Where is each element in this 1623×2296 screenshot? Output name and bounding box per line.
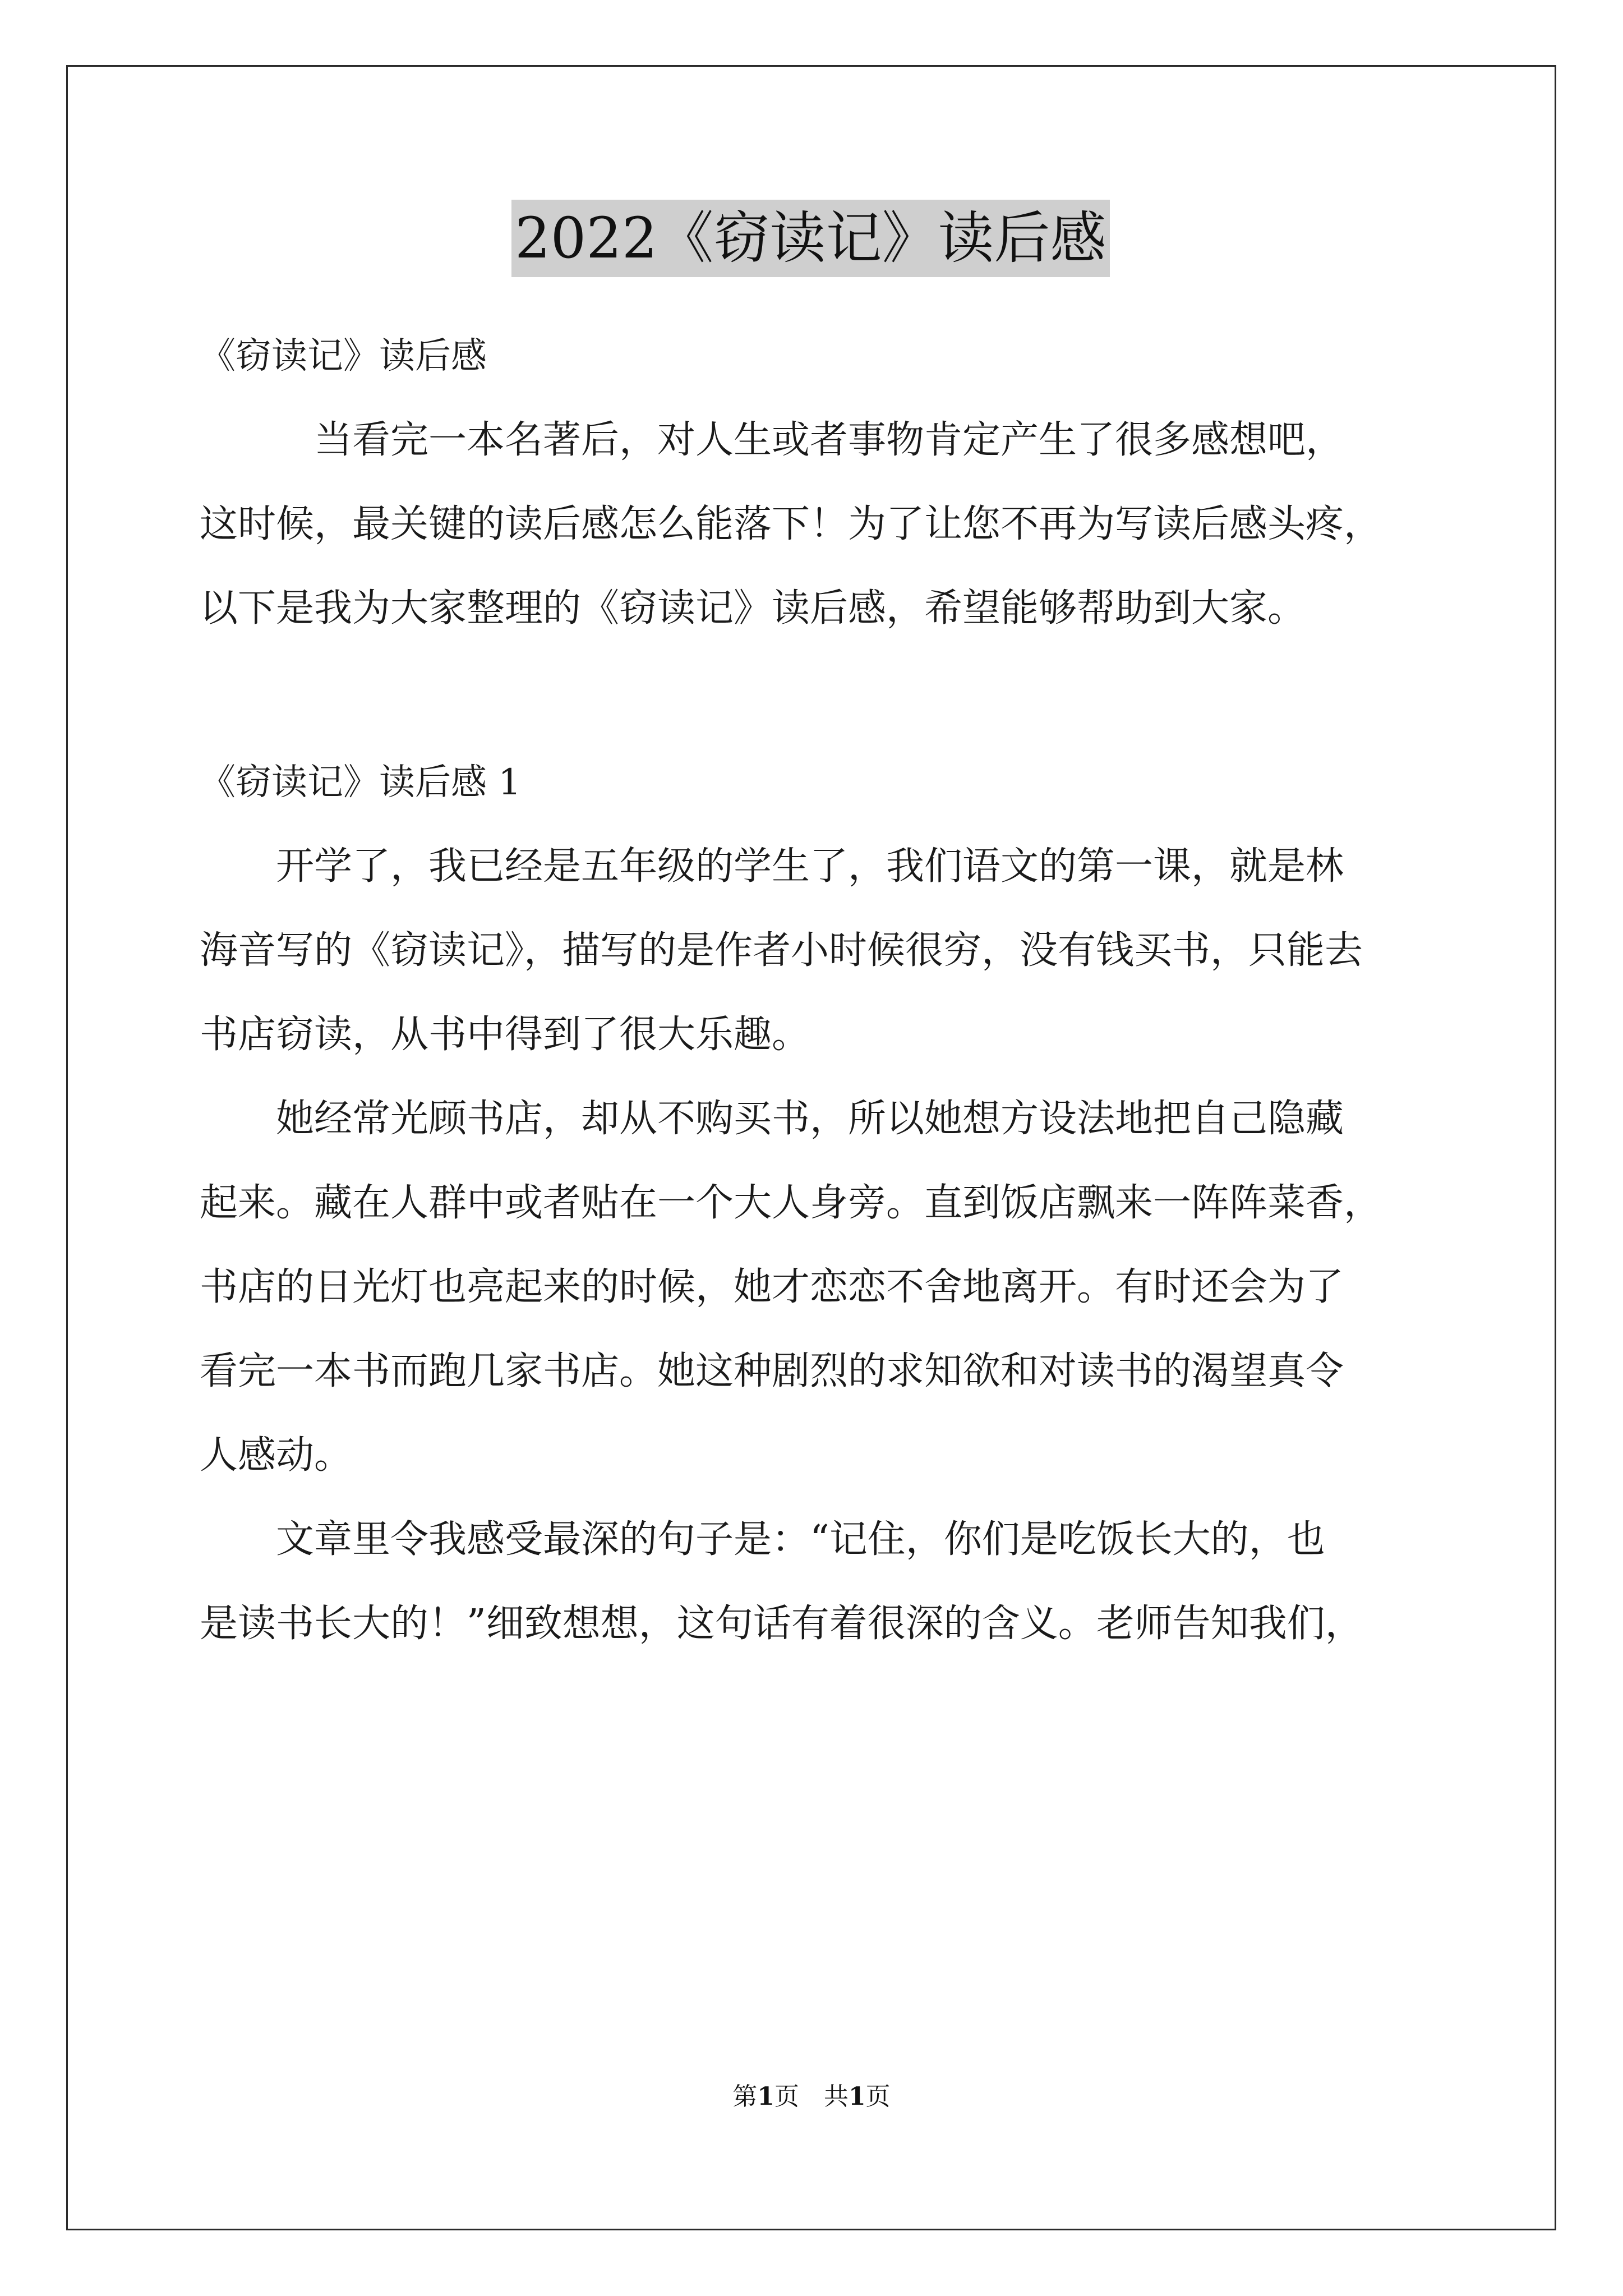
- footer-mid: 页 共: [774, 2082, 849, 2111]
- footer-prefix: 第: [732, 2082, 758, 2111]
- paragraph-line: 海音写的《窃读记》，描写的是作者小时候很穷，没有钱买书，只能去: [200, 928, 1363, 973]
- paragraph-line: 她经常光顾书店，却从不购买书，所以她想方设法地把自己隐藏: [200, 1097, 1344, 1141]
- footer-page-total: 1: [849, 2082, 866, 2111]
- intro-line: 以下是我为大家整理的《窃读记》读后感，希望能够帮助到大家。: [200, 586, 1306, 631]
- paragraph-line: 起来。藏在人群中或者贴在一个大人身旁。直到饭店飘来一阵阵菜香，: [200, 1181, 1382, 1225]
- paragraph-line: 开学了，我已经是五年级的学生了，我们语文的第一课，就是林: [200, 844, 1344, 889]
- intro-line: 这时候，最关键的读后感怎么能落下！为了让您不再为写读后感头疼，: [200, 502, 1382, 546]
- document-body: [200, 314, 1433, 1666]
- page-footer: [0, 2080, 1623, 2114]
- paragraph-line: 看完一本书而跑几家书店。她这种剧烈的求知欲和对读书的渴望真令: [200, 1349, 1344, 1393]
- intro-line: 当看完一本名著后，对人生或者事物肯定产生了很多感想吧，: [200, 418, 1344, 462]
- paragraph-line: 书店窃读，从书中得到了很大乐趣。: [200, 1013, 810, 1057]
- section-gap: [200, 651, 1433, 740]
- section-heading: 《窃读记》读后感 1: [200, 762, 522, 803]
- footer-suffix: 页: [865, 2082, 891, 2111]
- paragraph-line: 人感动。: [200, 1433, 353, 1478]
- document-title: 2022《窃读记》读后感: [511, 200, 1110, 277]
- document-subtitle: 《窃读记》读后感: [200, 335, 487, 377]
- paragraph-line: 文章里令我感受最深的句子是：“记住，你们是吃饭长大的，也: [200, 1517, 1325, 1562]
- paragraph-line: 书店的日光灯也亮起来的时候，她才恋恋不舍地离开。有时还会为了: [200, 1265, 1344, 1309]
- footer-page-number: 1: [757, 2082, 774, 2111]
- paragraph-line: 是读书长大的！”细致想想，这句话有着很深的含义。老师告知我们，: [200, 1602, 1363, 1646]
